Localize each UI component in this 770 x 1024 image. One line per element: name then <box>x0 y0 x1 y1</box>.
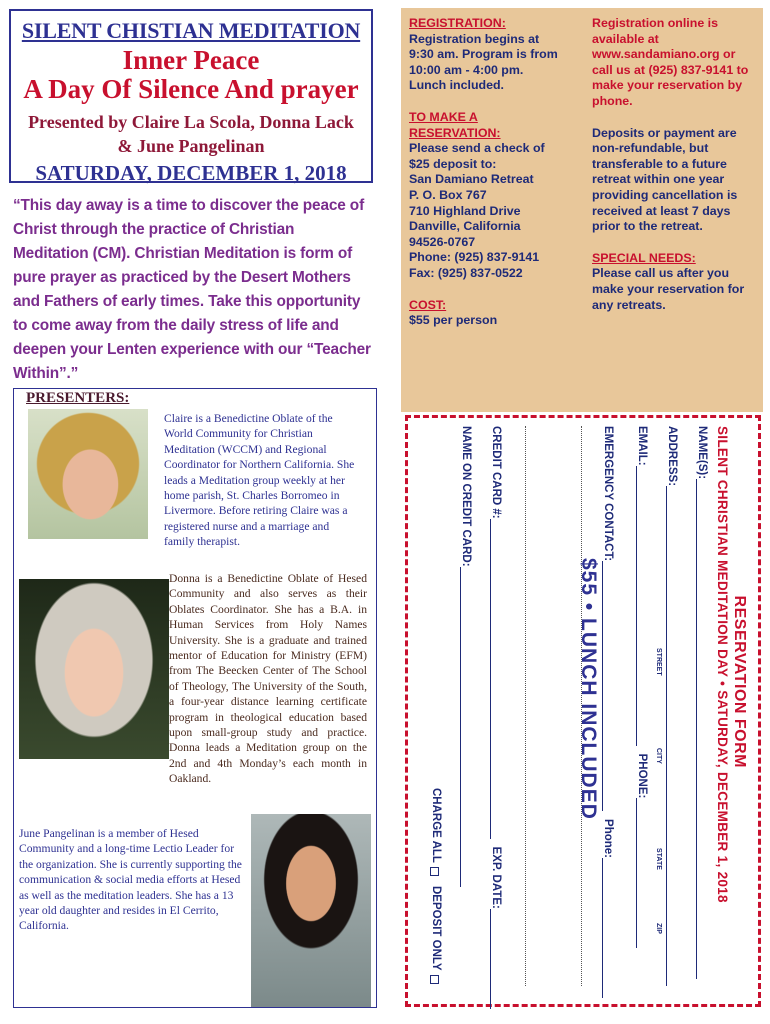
donna-photo <box>19 579 169 759</box>
address-line: 94526-0767 <box>409 234 476 249</box>
reservation-form-border <box>405 415 761 1007</box>
deposit-text: Deposits or payment are non-refundable, but transferable to a future retreat within one year providing cancellation is received at least 7 days prior to the retreat. <box>592 125 738 234</box>
cost-text: $55 per person <box>409 313 498 328</box>
special-needs-text: Please call us after you make your reservation for any retreats. <box>592 266 745 312</box>
charge-all-checkbox[interactable] <box>430 867 439 876</box>
phone-line: Phone: (925) 837-9141 <box>409 250 540 265</box>
emergency-label: EMERGENCY CONTACT: <box>602 426 614 562</box>
info-right-column <box>592 16 757 313</box>
price-banner: $55 • LUNCH INCLUDED <box>577 558 600 820</box>
zip-caption: ZIP <box>655 923 662 934</box>
registration-text: Registration begins at 9:30 am. Program is from 10:00 am - 4:00 pm. Lunch included. <box>409 31 558 93</box>
address-line: 710 Highland Drive <box>409 203 521 218</box>
charge-all-label: CHARGE ALL <box>430 788 442 863</box>
online-text: Registration online is available at www.sandamiano.org or call us at (925) 837-9141 to make your reservation by phone. <box>592 16 749 108</box>
deposit-only-label: DEPOSIT ONLY <box>430 885 442 971</box>
event-date: SATURDAY, DECEMBER 1, 2018 <box>35 161 347 185</box>
name-on-card-label: NAME ON CREDIT CARD: <box>460 426 472 567</box>
deposit-only-checkbox[interactable] <box>430 975 439 984</box>
address-field[interactable] <box>666 426 678 986</box>
form-title: RESERVATION FORM <box>731 595 748 768</box>
reservation-text: Please send a check of $25 deposit to: <box>409 141 545 171</box>
email-label: EMAIL: <box>636 426 648 466</box>
address-label: ADDRESS: <box>666 426 678 487</box>
city-caption: CITY <box>655 748 662 764</box>
donna-bio: Donna is a Benedictine Oblate of Hesed Community and also serves as their Oblates Coordinator. She has a B.A. in Human Services from Holy Names University. She is a graduate and trained mentor of Education for Ministry (EFM) from The Beecken Center of The School of Theology, The University of the South, a four-year distance learning certificate program in theological education based upon small-group study and practice. Donna leads a Meditation group on the 2nd and 4th Monday’s each month in Oakland. <box>169 572 367 786</box>
claire-bio: Claire is a Benedictine Oblate of the World Community for Christian Meditation (WCCM) and Regional Coordinator for Northern California. She leads a Meditation group weekly at her home parish, St. Charles Borromeo in Livermore. Before retiring Claire was a registered nurse and a marriage and family therapist. <box>164 412 355 549</box>
fax-line: Fax: (925) 837-0522 <box>409 265 523 280</box>
info-panel <box>401 8 763 412</box>
names-label: NAME(S): <box>696 426 708 480</box>
june-photo <box>251 814 371 1007</box>
form-subtitle: SILENT CHRISTIAN MEDITATION DAY • SATURDAY, DECEMBER 1, 2018 <box>715 426 730 903</box>
presenters-heading: PRESENTERS: <box>26 390 130 406</box>
title-box <box>9 9 373 183</box>
claire-photo <box>28 409 148 539</box>
registration-heading: REGISTRATION: <box>409 16 506 30</box>
event-subtitle: A Day Of Silence And prayer <box>23 74 359 104</box>
address-line: P. O. Box 767 <box>409 187 487 202</box>
state-caption: STATE <box>655 848 662 870</box>
name-on-card-field[interactable] <box>460 426 472 887</box>
credit-card-label: CREDIT CARD #: <box>490 426 502 519</box>
email-field[interactable] <box>636 426 648 948</box>
intro-quote: “This day away is a time to discover the peace of Christ through the practice of Christian Meditation (CM). Christian Meditation is form of pure prayer as practiced by the Desert Mothers and Fathers of early times. Take this opportunity to come away from the daily stress of life and deepen your Lenten experience with our “Teacher Within”.” <box>13 197 371 382</box>
presenters-line-2: & June Pangelinan <box>117 136 265 156</box>
emergency-field[interactable] <box>602 426 614 998</box>
address-line: San Damiano Retreat <box>409 172 534 187</box>
credit-card-field[interactable] <box>490 426 502 1009</box>
payment-options <box>430 788 442 988</box>
exp-date-label: EXP. DATE: <box>490 846 502 909</box>
names-field[interactable] <box>696 426 708 979</box>
emergency-phone-label: Phone: <box>602 819 614 859</box>
event-title: Inner Peace <box>122 45 260 75</box>
address-line: Danville, California <box>409 219 521 234</box>
phone-label: PHONE: <box>636 753 648 799</box>
divider <box>525 426 526 986</box>
reservation-heading: TO MAKE A RESERVATION: <box>409 109 501 140</box>
info-left-column <box>409 16 559 329</box>
reservation-form <box>412 418 760 1004</box>
special-needs-heading: SPECIAL NEEDS: <box>592 250 696 265</box>
event-series-title: SILENT CHISTIAN MEDITATION <box>21 18 361 43</box>
presenters-line: Presented by Claire La Scola, Donna Lack <box>28 112 354 132</box>
presenters-section <box>13 388 377 1008</box>
june-bio: June Pangelinan is a member of Hesed Community and a long-time Lectio Leader for the organization. She is currently supporting the communication & social media efforts at Hesed as well as the meditation leaders. She has a 13 year old daughter and resides in El Cerrito, California. <box>19 827 242 933</box>
street-caption: STREET <box>655 648 662 676</box>
cost-heading: COST: <box>409 297 447 312</box>
